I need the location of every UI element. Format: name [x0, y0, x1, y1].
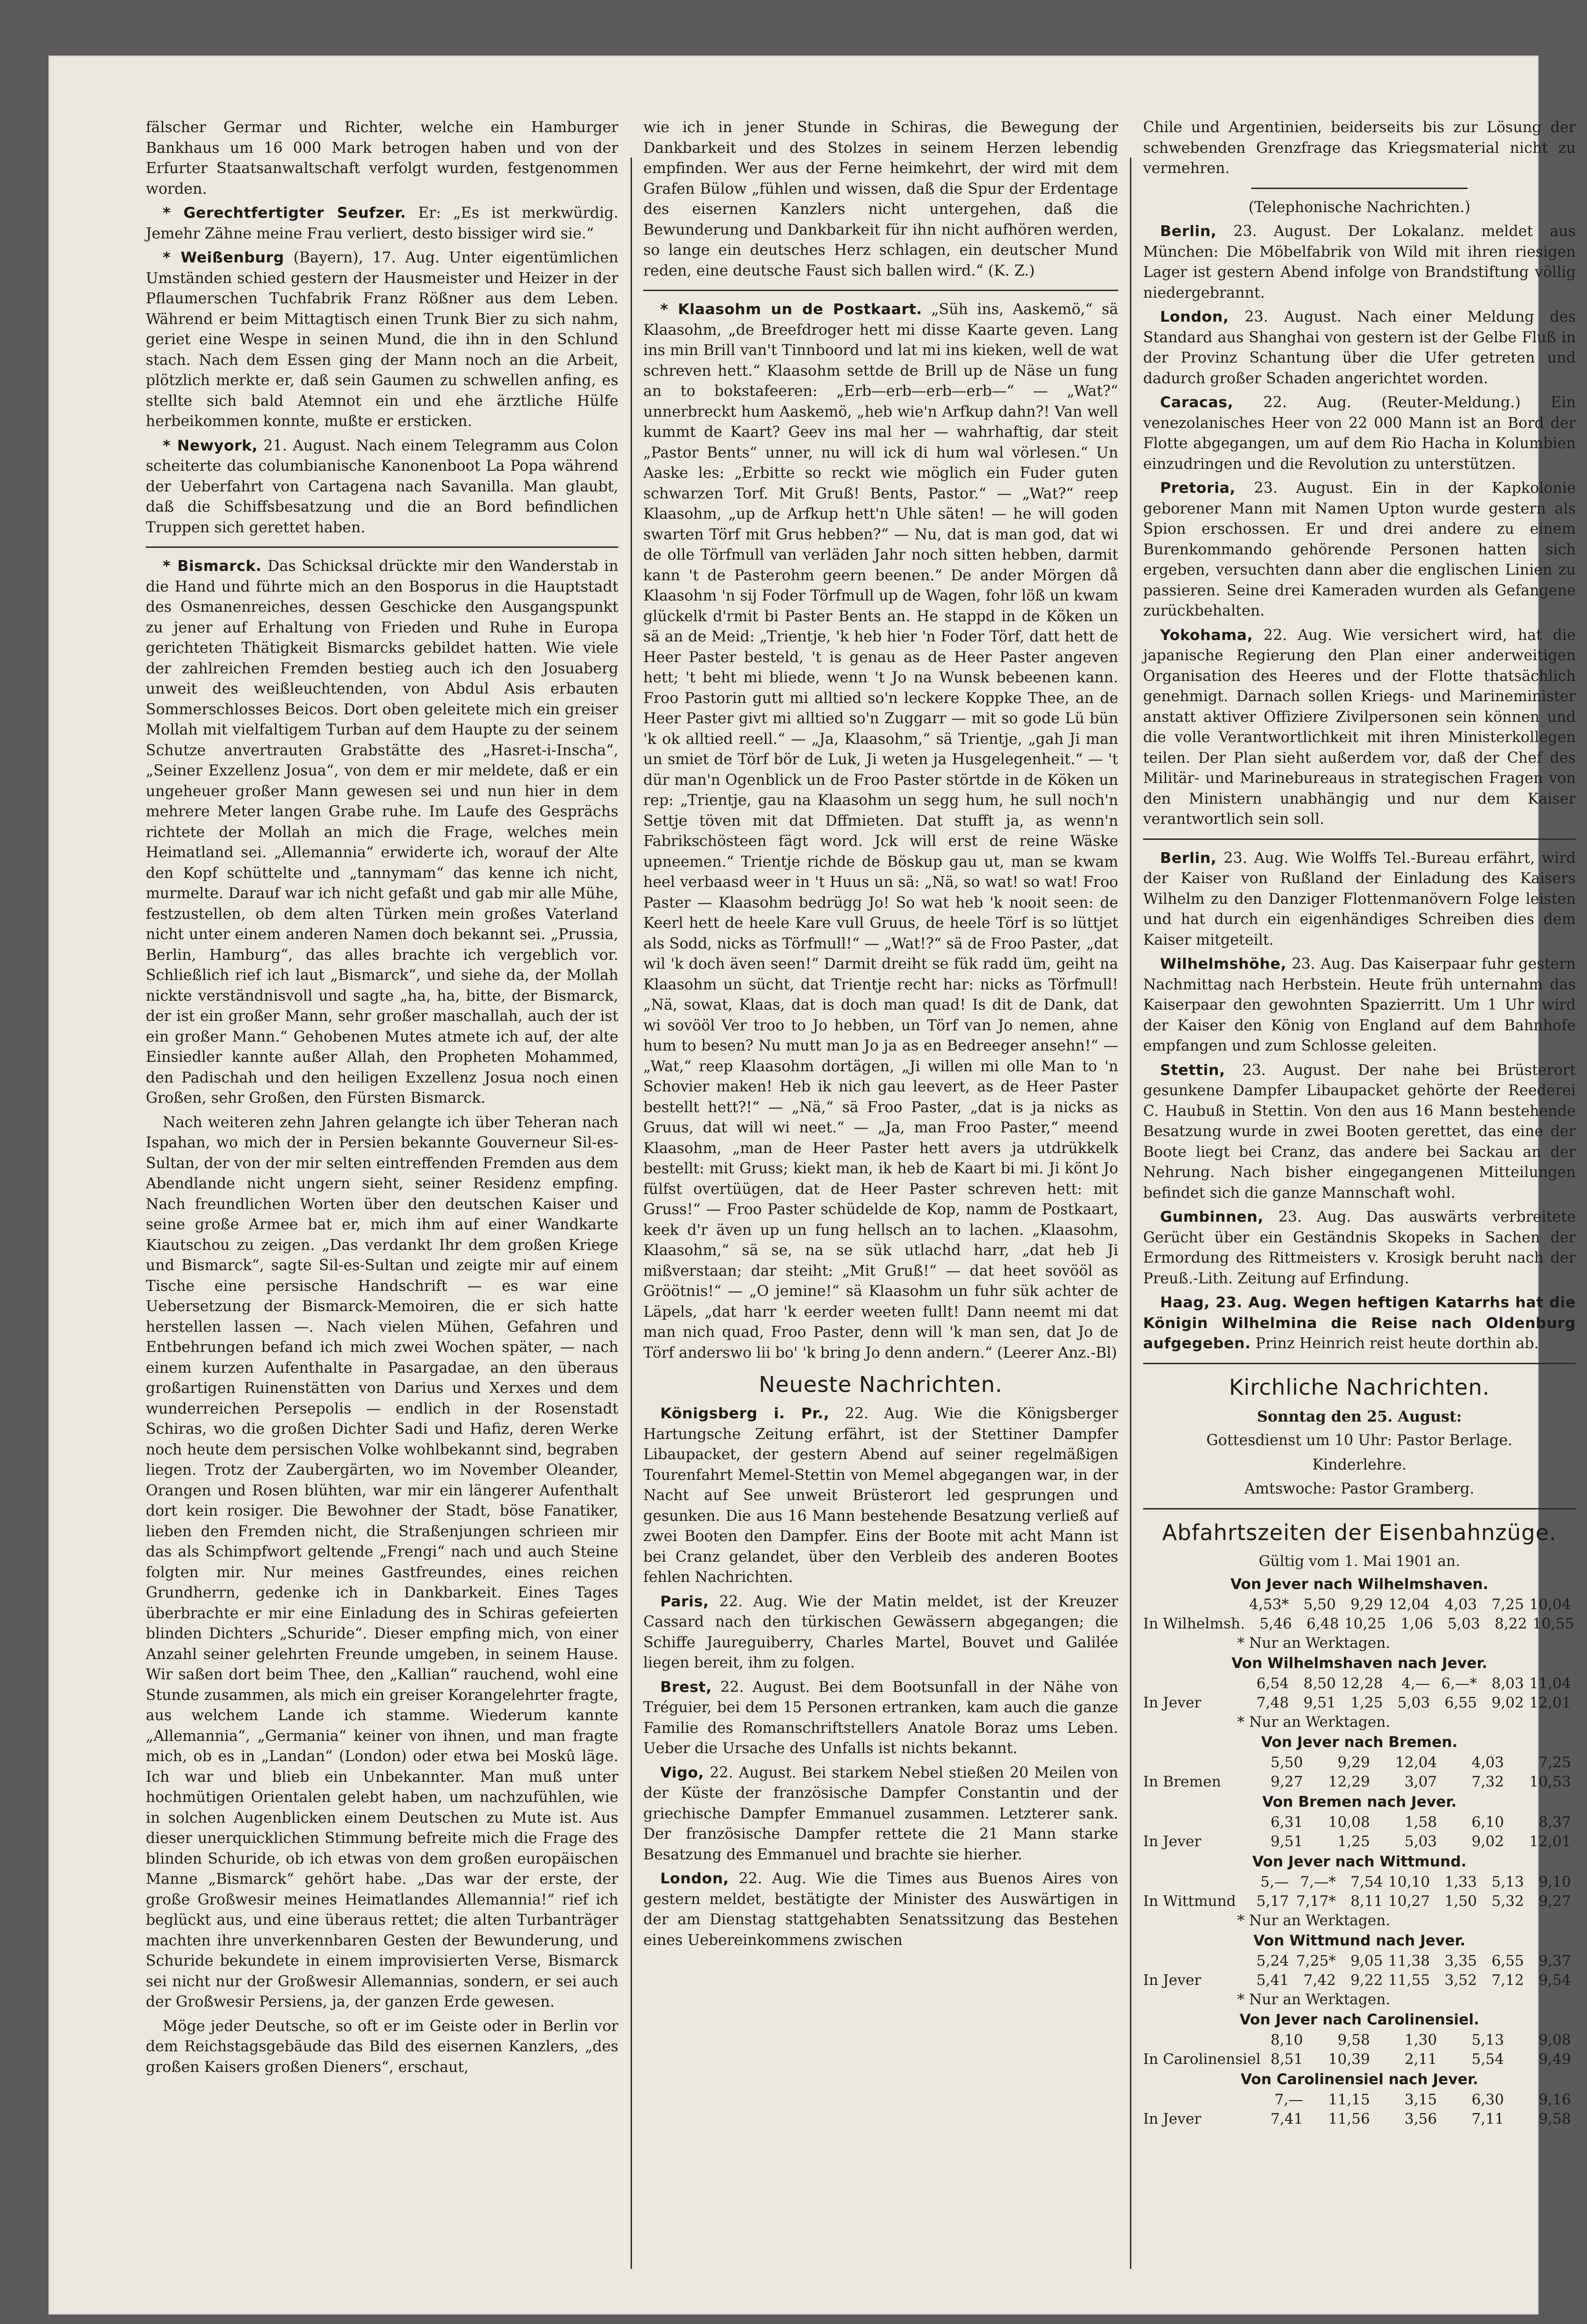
row-times — [1242, 1693, 1576, 1713]
article-text: 22. Aug. Wie versichert wird, hat die japanische Regierung den Plan einer anderweitigen Organisation des Heeres und der Flotte thatsächlich genehmigt. Darnach sollen Kriegs- und Marineminister anstatt aktiver Offiziere Zivilpersonen sein können und die volle Verantwortlichkeit mit ihren Ministerkollegen teilen. Der Plan sieht außerdem vor, daß der Chef des Militär- und Marinebureaus in strategischen Fragen von den Ministern unabhängig und nur dem Kaiser verantwortlich sein soll. — [1143, 626, 1576, 828]
departure-time: 11,38 — [1388, 1952, 1430, 1969]
departure-time: 6,31 — [1270, 1813, 1303, 1831]
timetable-row — [1143, 2090, 1576, 2110]
departure-time: 3,35 — [1444, 1952, 1477, 1969]
article-paragraph — [1143, 848, 1576, 951]
row-label: In Jever — [1143, 1694, 1201, 1711]
timetable-row — [1143, 1873, 1576, 1892]
row-times — [1256, 2031, 1576, 2050]
timetable-row — [1143, 2050, 1576, 2069]
departure-time: 5,50 — [1270, 1754, 1303, 1771]
departure-time: 1,58 — [1404, 1813, 1437, 1831]
article-text: 23. August. Nach einer Meldung des Standard aus Shanghai von gestern ist der Gelbe Fluß in der Provinz Schantung über die Ufer getreten und dadurch großer Schaden angerichtet worden. — [1143, 308, 1576, 387]
departure-time: 7,54 — [1350, 1873, 1383, 1890]
article-paragraph — [643, 118, 1118, 281]
departure-time: 9,02 — [1471, 1833, 1504, 1850]
article-paragraph — [146, 2016, 618, 2078]
article-dateline: Caracas, — [1160, 394, 1233, 411]
departure-time: 4,03 — [1471, 1754, 1504, 1771]
article-dateline: Brest, — [660, 1678, 712, 1696]
departure-time: 12,29 — [1328, 1773, 1370, 1790]
article-paragraph — [146, 1113, 618, 2013]
row-times — [1256, 1753, 1576, 1772]
route-heading: Von Carolinensiel nach Jever. — [1240, 2071, 1478, 2088]
news-block — [1143, 118, 1576, 1354]
departure-time: 7,17* — [1296, 1892, 1336, 1910]
departure-time: 9,27 — [1270, 1773, 1303, 1790]
article-paragraph — [1143, 1293, 1576, 1354]
departure-time: 5,41 — [1256, 1971, 1289, 1989]
article-text: „Süh ins, Aaskemö,“ sä Klaasohm, „de Breefdroger hett mi disse Kaarte geven. Lang ins min Brill van't Tinnboord und lat mi ins kieken, well de wat schreven hett.“ Klaasohm settde de Brill up de Näse un fung an to bokstafeeren: „Erb—erb—erb—erb—“ — „Wat?“ unnerbreckt hum Aaskemö, „heb wie'n Arfkup dahn?! Van well kummt de Kaart? Geev ins mal her — wahrhaftig, dar steit „Pastor Bents“ unner, nu will ick di hum wal vörlesen.“ Un Aaske les: „Erbitte so reckt wie möglich ein Fuder guten schwarzen Torf. Mit Gruß! Bents, Pastor.“ — „Wat?“ reep Klaasohm, „up de Arfkup hett'n Uhle säten! — he will goden swarten Törf mit Grus hebben?“ — Nu, dat is man god, dat wi de olle Törfmull van verläden Jahr noch sitten hebben, darmit kann 't de Pasterohm geern beenen.“ De ander Mörgen då Klaasohm 'n sij Foder Törfmull up de Wagen, fohr löß un kwam glückelk d'rmit bi Paster Bents an. He stappd in de Köken un sä an de Meid: „Trientje, 'k heb hier 'n Foder Törf, datt hett de Heer Paster besteld, 't is genau as de Heer Paster angeven hett; 't beht mi bliede, wenn 't Jo na Wunsk bebeenen kann. Froo Pastorin gutt mi alltied so'n leckere Koppke Thee, an de Heer Paster givt mi alltied so'n Zuggarr — mit so gode Lü bün 'k ok alltied reell.“ — „Ja, Klaasohm,“ sä Trientje, „gah Ji man un smiet de Törf bör de Luk, Ji weten ja Husgelegenheit.“ — 't dür man'n Ogenblick un de Froo Paster störtde in de Köken un rep: „Trientje, gau na Klaasohm un segg hum, he sull noch'n Settje töven mit dat Dffmieten. Dat stufft ja, as wenn'n Fabrikschösteen fägt word. Jck will erst de reine Wäske upneemen.“ Trientje richde de Böskup gau ut, man se kwam heel verbaasd weer in 't Huus un sä: „Nä, so wat! so wat! Froo Paster — Klaasohm bedrügg Jo! So wat heb 'k nooit seen: de Keerl hett de heele Kare vull Gruus, de heele Törf is so lüttjet als Sodd, nicks as Törfmull!“ — „Wat!?“ sä de Froo Paster, „dat wil 'k doch även seen!“ Darmit dreiht se fük radd üm, geiht na Klaasohm un sücht, dat Trientje recht har: nicks as Törfmull! „Nä, sowat, Klaas, dat is doch man quad! Is dit de Dank, dat wi sovööl Ver troo to Jo hebben, un Törf van Jo nemen, ahne hum to besen? Nu mutt man Jo ja as en Bedreeger ansehn!“ — „Wat,“ reep Klaasohm dortägen, „Ji willen mi olle Man to 'n Schovier maken! Heb ik nich gau leevert, as de Heer Paster bestellt hett?!“ — „Nä,“ sä Froo Paster, „dat is ja nicks as Gruus, dat will wi neet.“ — „Ja, man Froo Paster,“ meend Klaasohm, „man de Heer Paster hett avers ja utdrükkelk bestellt: mit Gruss; kiekt man, ik heb de Kaart bi mi. Ji könt Jo fülfst overtüügen, dat de Heer Paster schreven hett: mit Gruss!“ — Froo Paster schüdelde de Kop, namm de Postkaart, keek d'r även up un fung hellsch an to lachen. „Klaasohm, Klaasohm,“ sä se, na se sük utlachd harr, „dat heb Ji mißverstaan; dar steiht: „Mit Gruß!“ — dat heet sovööl as Gröötnis!“ — „O jemine!“ sä Klaasohm un fuhr sük achter de Läpels, „dat harr 'k eerder weeten fullt! Dann neemt mi dat man nich quad, Froo Paster, denn will 'k man sen, dat Jo de Törf anderswo lii bo' 'k bring Jo denn andern.“ (Leerer Anz.-Bl) — [643, 301, 1118, 1361]
article-text: 22. Aug. Wie der Matin meldet, ist der Kreuzer Cassard nach den türkischen Gewässern abgegangen; die Schiffe Jaureguiberry, Charles Martel, Bouvet und Galilée liegen bereit, ihm zu folgen. — [643, 1593, 1118, 1671]
article-dateline: Yokohama, — [1160, 626, 1253, 644]
row-times — [1256, 1832, 1576, 1851]
departure-time: 8,03 — [1491, 1675, 1524, 1692]
timetable-row — [1143, 1753, 1576, 1772]
article-dateline: * Weißenburg — [163, 249, 284, 266]
departure-time: 8,51 — [1270, 2050, 1303, 2068]
column-1 — [146, 118, 618, 2081]
departure-time: 6,30 — [1471, 2091, 1504, 2108]
departure-time: 8,22 — [1494, 1615, 1527, 1632]
article-text: Er: „Es ist merkwürdig. Jemehr Zähne meine Frau verliert, desto bissiger wird sie.“ — [146, 205, 618, 242]
article-text: Nach weiteren zehn Jahren gelangte ich über Teheran nach Ispahan, wo mich der in Persien bekannte Gouverneur Sil-es-Sultan, der von der mir selten eintreffenden Fremden aus dem Abendlande nicht ungern sieht, seiner Residenz empfing. Nach freundlichen Worten über den deutschen Kaiser und seine große Armee bat er, mich ihm auf einer Wandkarte Kiautschou zu zeigen. „Das verdankt Ihr dem großen Kriege und Bismarck“, sagte Sil-es-Sultan und zeigte mir auf einem Tische eine persische Handschrift — es war eine Uebersetzung der Bismarck-Memoiren, die er sich hatte herstellen lassen —. Nach vielen Mühen, Gefahren und Entbehrungen befand ich mich zwei Wochen später, — nach einem kurzen Aufenthalte in Pasargadae, an den überaus großartigen Ruinenstätten von Darius und Xerxes und dem wunderreichen Persepolis — endlich in der Rosenstadt Schiras, wo die großen Dichter Sadi und Hafiz, deren Werke noch heute dem persischen Volke wohlbekannt sind, begraben liegen. Trotz der Zaubergärten, wo im November Oleander, Orangen und Rosen blühten, war mir ein längerer Aufenthalt dort kein rosiger. Die Bewohner der Stadt, böse Fanatiker, lieben den Fremden nicht, die Straßenjungen schrieen mir das als Schimpfwort geltende „Frengi“ nach und auch Steine folgten mir. Nur meines Gastfreundes, eines reichen Grundherrn, gedenke ich in Dankbarkeit. Eines Tages überbrachte er mir eine Einladung des in Schiras gefeierten blinden Dichters „Schuride“. Dieser empfing mich, von einer Anzahl seiner gelehrten Freunde umgeben, in seinem Hause. Wir saßen dort beim Thee, den „Kallian“ rauchend, wohl eine Stunde zusammen, als mich ein greiser Korangelehrter fragte, aus welchem Lande ich stamme. Wiederum kannte „Allemannia“, „Germania“ keiner von ihnen, und man fragte mich, ob es in „Landan“ (London) oder etwa bei Moskû läge. Ich war und blieb ein Unbekannter. Man muß unter hochmütigen Orientalen gelebt haben, um nachzufühlen, wie in solchen Augenblicken einem Deutschen zu Mute ist. Aus dieser unerquicklichen Stimmung befreite mich die Frage des blinden Schuride, ob ich etwas von dem großen europäischen Manne „Bismarck“ gehört habe. „Das war der erste, der große Großwesir meines Heimatlandes Allemannia!“ rief ich beglückt aus, und eine überaus rettet; die alten Turbanträger machten ihre unverkennbaren Gesten der Bewunderung, und Schuride bekundete in einem improvisierten Verse, Bismarck sei nicht nur der Großwesir Allemannias, sondern, er sei auch der Großwesir Persiens, ja, der ganzen Erde gewesen. — [146, 1114, 618, 2010]
route-heading: Von Jever nach Carolinensiel. — [1240, 2011, 1479, 2028]
timetable-row — [1143, 1892, 1576, 1911]
departure-time: 10,53 — [1529, 1773, 1571, 1790]
row-times — [1242, 1952, 1576, 1971]
row-times — [1256, 2110, 1576, 2129]
timetable-footnote: * Nur an Werktagen. — [1237, 1634, 1390, 1652]
row-label — [1143, 1595, 1242, 1614]
departure-time: 10,25 — [1344, 1615, 1386, 1632]
route-heading: Von Wittmund nach Jever. — [1253, 1932, 1466, 1949]
article-dateline: * Bismarck. — [163, 558, 262, 575]
departure-time: 10,55 — [1532, 1615, 1574, 1632]
timetable-routes — [1143, 1575, 1576, 2129]
row-label — [1143, 1753, 1256, 1772]
timetable-row — [1143, 1971, 1576, 1990]
row-times — [1256, 2050, 1576, 2069]
departure-time: 5,— — [1260, 1873, 1289, 1890]
article-text: 22. August. Bei dem Bootsunfall in der Nähe von Tréguier, bei dem 15 Personen ertranken, kam auch die ganze Familie des Romanschriftstellers Anatole Boraz ums Leben. Ueber die Ursache des Unfalls ist nichts bekannt. — [643, 1678, 1118, 1757]
article-dateline: Gumbinnen, — [1160, 1209, 1264, 1225]
departure-time: 8,37 — [1538, 1813, 1571, 1831]
article-paragraph — [643, 1404, 1118, 1588]
departure-time: 11,15 — [1328, 2091, 1370, 2108]
route-heading: Von Bremen nach Jever. — [1262, 1793, 1457, 1810]
article-text: 23. August. Ein in der Kapkolonie geborener Mann mit Namen Upton wurde gestern als Spion erschossen. Er und drei andere zu einem Burenkommando gehörende Personen hatten sich ergeben, versuchten dann aber die englischen Linien zu passieren. Seine drei Kameraden wurden als Gefangene zurückbehalten. — [1143, 480, 1576, 619]
departure-time: 9,51 — [1270, 1833, 1303, 1850]
article-dateline: * Klaasohm un de Postkaart. — [660, 301, 923, 318]
article-dateline: * Gerechtfertigter Seufzer. — [163, 205, 406, 221]
departure-time: 6,10 — [1471, 1813, 1504, 1831]
departure-time: 5,13 — [1471, 2031, 1504, 2048]
article-paragraph — [146, 118, 618, 199]
article-paragraph — [1143, 221, 1576, 303]
column-divider — [631, 158, 632, 2269]
departure-time: 5,50 — [1303, 1596, 1336, 1613]
departure-time: 4,53* — [1249, 1596, 1289, 1613]
article-text: Chile und Argentinien, beiderseits bis zur Lösung der schwebenden Grenzfrage das Kriegsmaterial nicht zu vermehren. — [1143, 119, 1576, 177]
departure-time: 8,11 — [1350, 1892, 1383, 1910]
row-label: In Wittmund — [1143, 1892, 1236, 1910]
article-text: wie ich in jener Stunde in Schiras, die Bewegung der Dankbarkeit und des Stolzes in seinem Herzen lebendig empfinden. Wer aus der Ferne heimkehrt, der wird mit dem Grafen Bülow „fühlen und wissen, daß die Spur der Erdentage des eisernen Kanzlers nicht untergehen, daß die Bewunderung und Dankbarkeit für ihn nicht aufhören werden, so lange ein deutsches Herz schlagen, ein deutscher Mund reden, eine deutsche Faust sich ballen wird.“ (K. Z.) — [643, 119, 1118, 279]
article-text: 23. Aug. Das auswärts verbreitete Gerücht über ein Geständnis Skopeks in Sachen der Ermordung des Rittmeisters v. Krosigk beruht nach der Preuß.-Lith. Zeitung auf Erfindung. — [1143, 1209, 1576, 1287]
row-label — [1143, 1873, 1242, 1892]
column-divider — [1130, 158, 1131, 2269]
departure-time: 12,01 — [1529, 1694, 1571, 1711]
departure-time: 3,07 — [1404, 1773, 1437, 1790]
article-dateline: Berlin, — [1160, 849, 1217, 867]
article-headline: Haag, 23. Aug. Wegen heftigen Katarrhs hat die Königin Wilhelmina die Reise nach Oldenburg aufgegeben. — [1143, 1294, 1576, 1352]
departure-time: 9,27 — [1538, 1892, 1571, 1910]
departure-time: 5,46 — [1259, 1615, 1292, 1632]
article-text: fälscher Germar und Richter, welche ein Hamburger Bankhaus um 16 000 Mark betrogen haben und von der Erfurter Staatsanwaltschaft verfolgt wurden, festgenommen worden. — [146, 119, 618, 198]
newspaper-page — [49, 56, 1576, 2314]
row-label: In Jever — [1143, 2110, 1201, 2127]
timetable-footnote: * Nur an Werktagen. — [1237, 1713, 1390, 1731]
route-heading: Von Jever nach Wittmund. — [1252, 1853, 1467, 1870]
article-divider — [643, 290, 1118, 291]
article-paragraph — [643, 1869, 1118, 1951]
article-paragraph — [1143, 307, 1576, 389]
departure-time: 10,39 — [1328, 2050, 1370, 2068]
timetable-footnote: * Nur an Werktagen. — [1237, 1991, 1390, 2008]
article-text: 22. Aug. Wie die Königsberger Hartungsche Zeitung erfährt, ist der Stettiner Dampfer Libaupacket, der gestern Abend auf seiner regelmäßigen Tourenfahrt Memel-Stettin von Memel abgegangen war, in der Nacht auf See unweit Brüsterort led gesprungen und gesunken. Die aus 16 Mann bestehende Besatzung verließ auf zwei Booten den Dampfer. Eins der Boote mit acht Mann ist bei Cranz gelandet, über den Verbleib des anderen Bootes fehlen Nachrichten. — [643, 1405, 1118, 1586]
article-paragraph — [1143, 118, 1576, 179]
article-paragraph — [643, 300, 1118, 1363]
church-line: Gottesdienst um 10 Uhr: Pastor Berlage. — [1206, 1432, 1513, 1449]
departure-time: 1,25 — [1337, 1833, 1370, 1850]
article-dateline: Berlin, — [1160, 223, 1217, 240]
departure-time: 5,24 — [1256, 1952, 1289, 1969]
departure-time: 12,04 — [1395, 1754, 1437, 1771]
article-divider — [1143, 838, 1576, 840]
departure-time: 9,22 — [1350, 1971, 1383, 1989]
article-text: 23. August. Der Lokalanz. meldet aus München: Die Möbelfabrik von Wild mit ihren riesigen Lager ist gestern Abend infolge von Brandstiftung völlig niedergebrannt. — [1143, 223, 1576, 301]
article-paragraph — [1143, 478, 1576, 622]
departure-time: 1,33 — [1444, 1873, 1477, 1890]
church-notices — [1143, 1373, 1576, 1500]
departure-time: 6,55 — [1444, 1694, 1477, 1711]
departure-time: 7,25 — [1491, 1596, 1524, 1613]
departure-time: 7,— — [1274, 2091, 1303, 2108]
article-paragraph — [146, 203, 618, 244]
departure-time: 3,52 — [1444, 1971, 1477, 1989]
departure-time: 9,58 — [1337, 2031, 1370, 2048]
departure-time: 9,51 — [1303, 1694, 1336, 1711]
departure-time: 12,28 — [1341, 1675, 1383, 1692]
article-text: Prinz Heinrich reist heute dorthin ab. — [1251, 1335, 1539, 1352]
departure-time: 10,27 — [1388, 1892, 1430, 1910]
departure-time: 9,37 — [1538, 1952, 1571, 1969]
article-dateline: London, — [1160, 308, 1229, 325]
departure-time: 3,15 — [1404, 2091, 1437, 2108]
departure-time: 11,56 — [1328, 2110, 1370, 2127]
article-divider — [146, 546, 618, 548]
church-title: Kirchliche Nachrichten. — [1229, 1374, 1490, 1400]
article-paragraph — [643, 1677, 1118, 1759]
departure-time: 7,—* — [1300, 1873, 1336, 1890]
timetable-row — [1143, 2031, 1576, 2050]
departure-time: 1,06 — [1400, 1615, 1433, 1632]
article-text: Das Schicksal drückte mir den Wanderstab in die Hand und führte mich an den Bosporus in die Hauptstadt des Osmanenreiches, dessen Geschicke den Ausgangspunkt zu jener auf Erhaltung von Frieden und Ruhe in Europa gerichteten Thätigkeit Bismarcks gebildet hatten. Wie viele der zahlreichen Fremden bestieg auch ich den Josuaberg unweit des weißleuchtenden, von Abdul Asis erbauten Sommerschlosses Beicos. Dort oben geleitete mich ein greiser Mollah mit vielfaltigem Turban auf dem Haupte zu der seinem Schutze anvertrauten Grabstätte des „Hasret-i-Inscha“, „Seiner Exzellenz Josua“, von dem er mir meldete, daß er ein ungeheuer großer Mann gewesen sei und nun hier in dem mehrere Meter langen Grabe ruhe. Im Laufe des Gesprächs richtete der Mollah an mich die Frage, welches mein Heimatland sei. „Allemannia“ erwiderte ich, worauf der Alte den Kopf schüttelte und „tannymam“ das kenne ich nicht, murmelte. Darauf war ich nicht gefaßt und gab mir alle Mühe, festzustellen, ob dem alten Türken mein großes Vaterland nicht unter einem anderen Namen doch bekannt sei. „Prussia, Berlin, Hamburg“, das alles brachte ich vergeblich vor. Schließlich rief ich laut „Bismarck“, und siehe da, der Mollah nickte verständnisvoll und sagte „ha, ha, bitte, der Bismarck, der ist ein großer Mann, sehr großer maschallah, auch der ist ein großer Mann.“ Gehobenen Mutes atmete ich auf, der alte Einsiedler kannte außer Allah, den Propheten Mohammed, den Padischah und den heiligen Exzellenz Josua noch einen Großen, sehr Großen, den Fürsten Bismarck. — [146, 558, 618, 1107]
row-times — [1256, 1813, 1576, 1832]
timetable-row — [1143, 1813, 1576, 1832]
row-times — [1256, 2090, 1576, 2110]
departure-time: 1,50 — [1444, 1892, 1477, 1910]
departure-time: 5,17 — [1256, 1892, 1289, 1910]
timetable-footnote: * Nur an Werktagen. — [1237, 1912, 1390, 1929]
row-label — [1143, 1813, 1256, 1832]
departure-time: 1,30 — [1404, 2031, 1437, 2048]
article-text: (Bayern), 17. Aug. Unter eigentümlichen Umständen schied gestern der Hausmeister und Heizer in der Pflaumerschen Tuchfabrik Franz Rößner aus dem Leben. Während er beim Mittagtisch einen Trunk Bier zu sich nahm, geriet eine Wespe in seinen Mund, die ihn in den Schlund stach. Nach dem Essen ging der Mann noch an die Arbeit, plötzlich merkte er, daß sein Gaumen zu schwellen anfing, es stellte sich bald Atemnot ein und ehe ärztliche Hülfe herbeikommen konnte, mußte er ersticken. — [146, 249, 618, 430]
church-line: Kinderlehre. — [1312, 1456, 1407, 1473]
church-date: Sonntag den 25. August: — [1257, 1407, 1462, 1425]
timetable-validity: Gültig vom 1. Mai 1901 an. — [1258, 1552, 1461, 1570]
departure-time: 12,01 — [1529, 1833, 1571, 1850]
departure-time: 9,16 — [1538, 2091, 1571, 2108]
article-dateline: Königsberg i. Pr., — [660, 1405, 829, 1422]
article-dateline: Vigo, — [660, 1764, 704, 1781]
article-text: Möge jeder Deutsche, so oft er im Geiste oder in Berlin vor dem Reichstagsgebäude das Bild des eisernen Kanzlers, „des großen Kaisers großen Dieners“, erschaut, — [146, 2017, 618, 2076]
departure-time: 7,25 — [1538, 1754, 1571, 1771]
article-text: 22. August. Bei starkem Nebel stießen 20 Meilen von der Küste der französische Dampfer Constantin und der griechische Dampfer Emmanuel zusammen. Letzterer sank. Der französische Dampfer rettete die 21 Mann starke Besatzung des Emmanuel und brachte sie hierher. — [643, 1764, 1118, 1863]
departure-time: 10,04 — [1529, 1596, 1571, 1613]
departure-time: 9,02 — [1491, 1694, 1524, 1711]
timetable-row — [1143, 1595, 1576, 1614]
departure-time: 1,25 — [1350, 1694, 1383, 1711]
article-dateline: Stettin, — [1160, 1061, 1225, 1079]
departure-time: 9,29 — [1350, 1596, 1383, 1613]
route-heading: Von Jever nach Bremen. — [1261, 1733, 1458, 1751]
departure-time: 9,49 — [1538, 2050, 1571, 2068]
article-text: 23. Aug. Das Kaiserpaar fuhr gestern Nachmittag nach Herbstein. Heute früh unternahm das Kaiserpaar den gewohnten Spazierritt. Um 1 Uhr wird der Kaiser den König von England auf dem Bahnhofe empfangen und zum Schlosse geleiten. — [1143, 956, 1576, 1054]
article-paragraph — [1143, 1060, 1576, 1204]
article-dateline: * Newyork, — [163, 437, 258, 454]
departure-time: 11,04 — [1529, 1675, 1571, 1692]
departure-time: 7,25* — [1296, 1952, 1336, 1969]
departure-time: 5,13 — [1491, 1873, 1524, 1890]
departure-time: 10,10 — [1388, 1873, 1430, 1890]
row-label: In Wilhelmsh. — [1143, 1615, 1245, 1632]
departure-time: 7,12 — [1491, 1971, 1524, 1989]
departure-time: 10,08 — [1328, 1813, 1370, 1831]
row-times — [1242, 1873, 1576, 1892]
departure-time: 8,10 — [1270, 2031, 1303, 2048]
departure-time: 7,42 — [1303, 1971, 1336, 1989]
row-label: In Jever — [1143, 1833, 1201, 1850]
row-label: In Carolinensiel — [1143, 2050, 1261, 2068]
row-label — [1143, 1674, 1242, 1693]
departure-time: 9,05 — [1350, 1952, 1383, 1969]
column-3 — [1143, 118, 1576, 2129]
departure-time: 9,10 — [1538, 1873, 1571, 1890]
row-label — [1143, 2031, 1256, 2050]
section-subheading: (Telephonische Nachrichten.) — [1248, 198, 1470, 216]
article-paragraph — [1143, 625, 1576, 830]
article-dateline: Wilhelmshöhe, — [1160, 956, 1287, 972]
article-paragraph — [1143, 393, 1576, 474]
departure-time: 4,— — [1401, 1675, 1430, 1692]
departure-time: 6,—* — [1441, 1675, 1477, 1692]
article-dateline: London, — [660, 1870, 729, 1887]
row-label — [1143, 2090, 1256, 2110]
row-label — [1143, 1952, 1242, 1971]
row-times — [1242, 1892, 1576, 1911]
departure-time: 12,04 — [1388, 1596, 1430, 1613]
departure-time: 7,48 — [1256, 1694, 1289, 1711]
article-paragraph — [1143, 1207, 1576, 1289]
article-dateline: Pretoria, — [1160, 480, 1236, 497]
article-paragraph — [146, 248, 618, 432]
route-heading: Von Jever nach Wilhelmshaven. — [1230, 1575, 1489, 1593]
row-label: In Jever — [1143, 1971, 1201, 1989]
row-label: In Bremen — [1143, 1773, 1221, 1790]
route-heading: Von Wilhelmshaven nach Jever. — [1231, 1654, 1488, 1672]
departure-time: 9,58 — [1538, 2110, 1571, 2127]
railway-timetable — [1143, 1518, 1576, 2129]
row-times — [1242, 1595, 1576, 1614]
article-paragraph — [643, 1763, 1118, 1866]
article-text: 23. August. Der nahe bei Brüsterort gesunkene Dampfer Libaupacket gehörte der Reederei C. Haubuß in Stettin. Von den aus 16 Mann bestehende Besatzung wurde in zwei Booten gerettet, das eine der Boote liegt bei Cranz, das andere bei Sackau an der Nehrung. Nach bisher eingegangenen Mitteilungen befindet sich die ganze Mannschaft wohl. — [1143, 1061, 1576, 1202]
timetable-row — [1143, 1614, 1576, 1634]
departure-time: 5,03 — [1404, 1833, 1437, 1850]
article-paragraph — [146, 436, 618, 538]
timetable-row — [1143, 1693, 1576, 1713]
timetable-row — [1143, 1832, 1576, 1851]
timetable-row — [1143, 1772, 1576, 1792]
article-paragraph — [1143, 954, 1576, 1057]
departure-time: 6,55 — [1491, 1952, 1524, 1969]
article-text: 22. Aug. (Reuter-Meldung.) Ein venezolanisches Heer von 22 000 Mann ist an Bord der Flotte abgegangen, um auf dem Rio Hacha in Kolumbien einzudringen und die Revolution zu unterstützen. — [1143, 394, 1576, 473]
row-times — [1242, 1971, 1576, 1990]
section-divider — [1143, 1508, 1576, 1510]
departure-time: 11,55 — [1388, 1971, 1430, 1989]
departure-time: 5,03 — [1397, 1694, 1430, 1711]
article-text: 21. August. Nach einem Telegramm aus Colon scheiterte das columbianische Kanonenboot La Popa während der Ueberfahrt von Cartagena nach Savanilla. Man glaubt, daß die Schiffsbesatzung und die an Bord befindlichen Truppen sich gerettet haben. — [146, 437, 618, 536]
departure-time: 9,08 — [1538, 2031, 1571, 2048]
article-divider — [1251, 188, 1468, 189]
departure-time: 7,11 — [1471, 2110, 1504, 2127]
departure-time: 6,48 — [1306, 1615, 1339, 1632]
article-paragraph — [146, 556, 618, 1109]
departure-time: 3,56 — [1404, 2110, 1437, 2127]
timetable-title: Abfahrtszeiten der Eisenbahnzüge. — [1162, 1519, 1557, 1545]
departure-time: 9,54 — [1538, 1971, 1571, 1989]
departure-time: 5,32 — [1491, 1892, 1524, 1910]
article-text: 22. Aug. Wie die Times aus Buenos Aires von gestern meldet, bestätigte der Minister des Auswärtigen in der am Dienstag stattgehabten Senatssitzung das Bestehen eines Uebereinkommens zwischen — [643, 1870, 1118, 1949]
row-times — [1242, 1674, 1576, 1693]
departure-time: 2,11 — [1404, 2050, 1437, 2068]
article-dateline: Paris, — [660, 1593, 709, 1610]
section-divider — [1143, 1363, 1576, 1364]
departure-time: 8,50 — [1303, 1675, 1336, 1692]
departure-time: 5,03 — [1447, 1615, 1480, 1632]
section-heading: Neueste Nachrichten. — [758, 1372, 1003, 1397]
departure-time: 6,54 — [1256, 1675, 1289, 1692]
departure-time: 4,03 — [1444, 1596, 1477, 1613]
timetable-row — [1143, 1674, 1576, 1693]
timetable-row — [1143, 2110, 1576, 2129]
timetable-row — [1143, 1952, 1576, 1971]
row-times — [1256, 1772, 1576, 1792]
departure-time: 7,41 — [1270, 2110, 1303, 2127]
departure-time: 9,29 — [1337, 1754, 1370, 1771]
row-times — [1245, 1614, 1579, 1634]
church-line: Amtswoche: Pastor Gramberg. — [1244, 1480, 1475, 1497]
departure-time: 7,32 — [1471, 1773, 1504, 1790]
article-text: 23. Aug. Wie Wolffs Tel.-Bureau erfährt, wird der Kaiser von Rußland der Einladung des Kaisers Wilhelm zu den Danziger Flottenmanövern Folge leisten und hat durch ein eigenhändiges Schreiben dies dem Kaiser mitgeteilt. — [1143, 849, 1576, 949]
departure-time: 5,54 — [1471, 2050, 1504, 2068]
article-paragraph — [643, 1592, 1118, 1674]
column-2 — [643, 118, 1118, 1954]
